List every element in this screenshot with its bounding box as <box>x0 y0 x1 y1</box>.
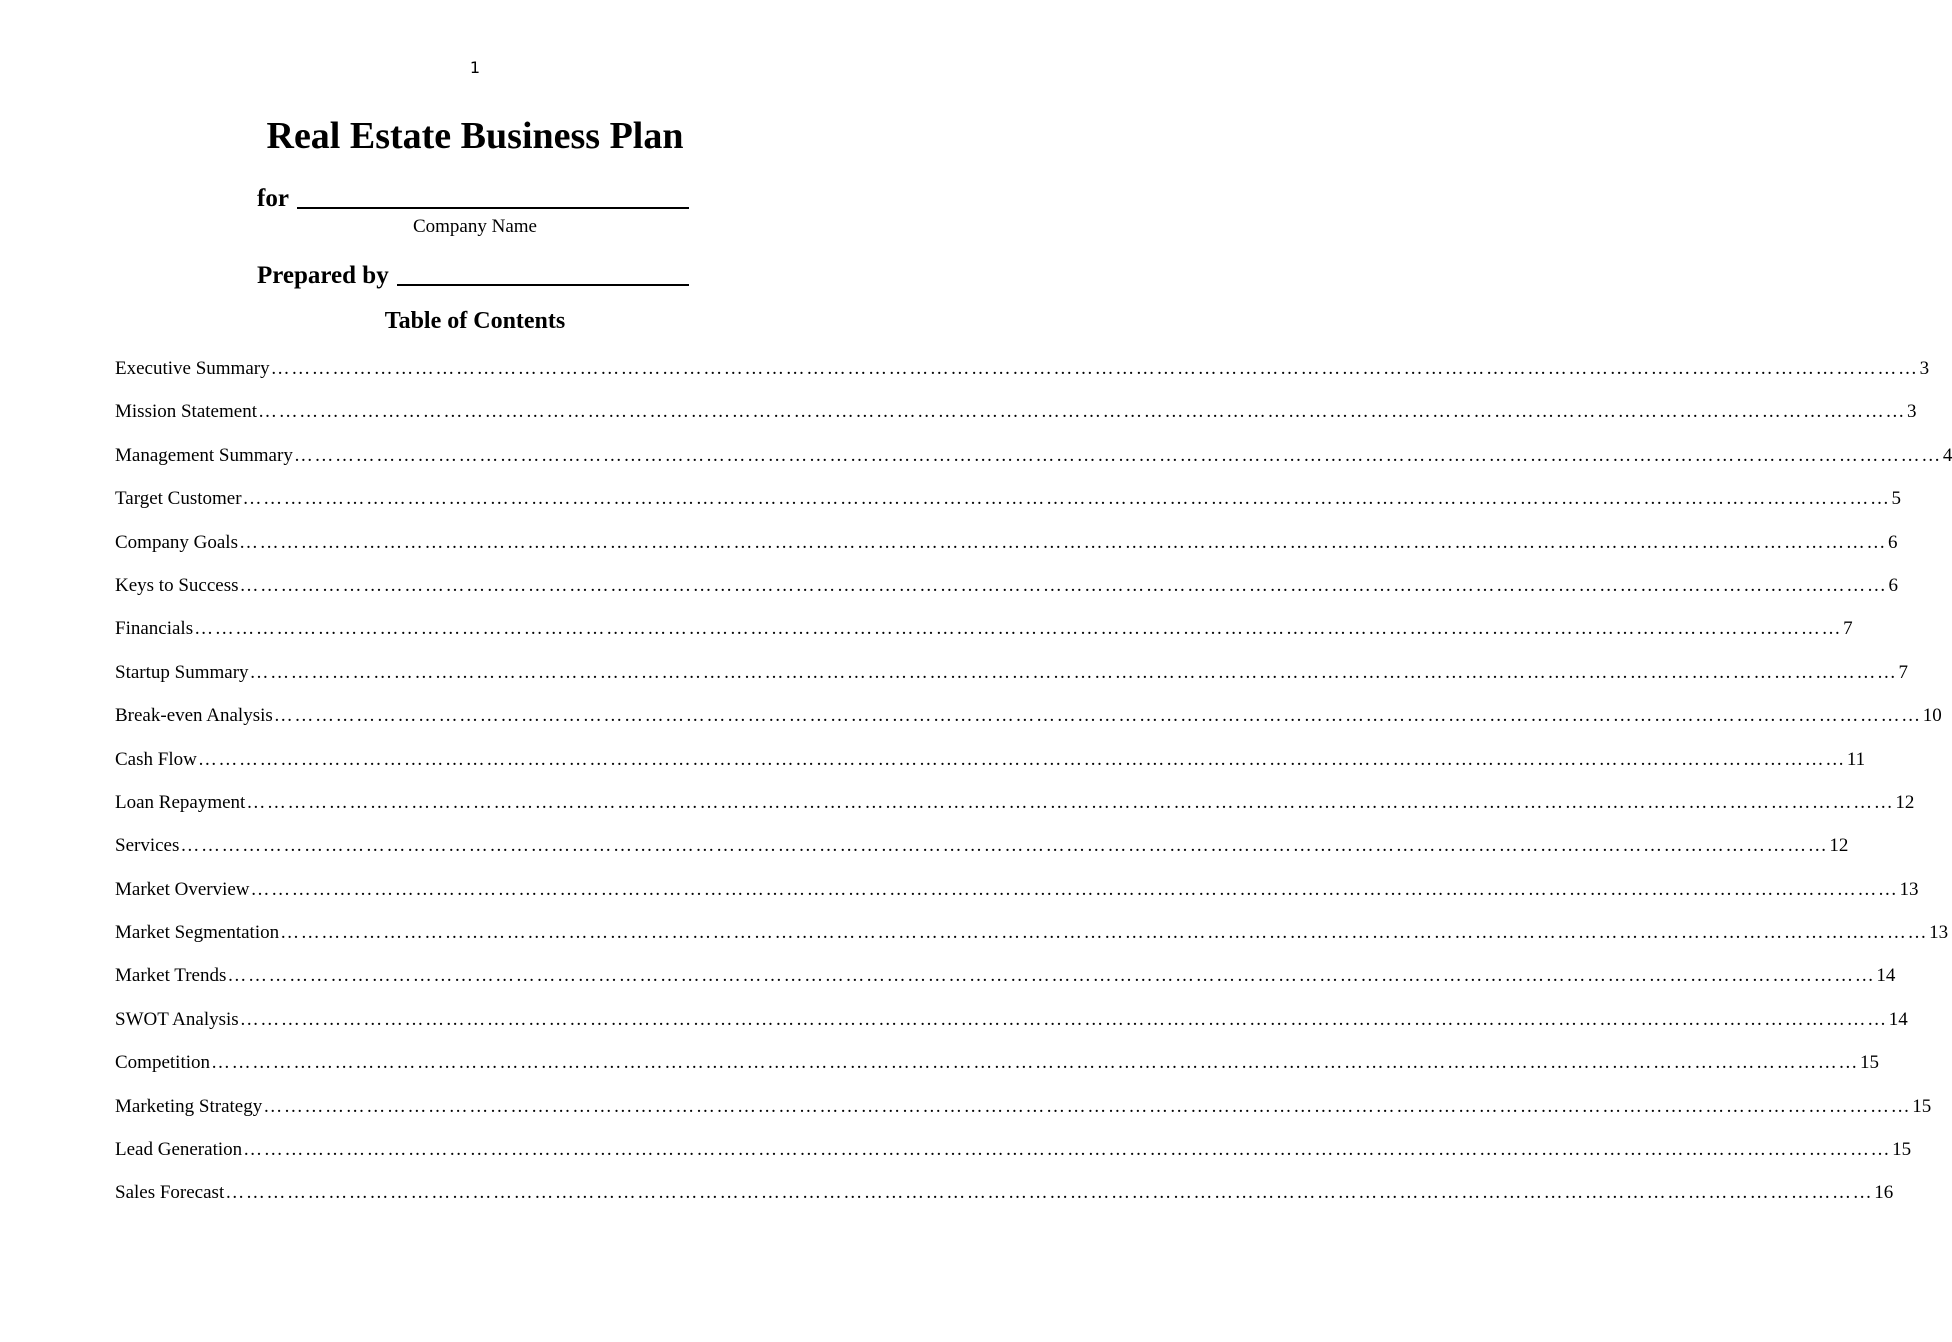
toc-entry-page: 3 <box>1906 401 1917 423</box>
toc-leader-dots: …………………………………………………………………………………………………………………………………………………………………………………………………………………… <box>238 531 1887 553</box>
toc-entry-title: Loan Repayment <box>115 791 246 813</box>
toc-entry[interactable] <box>115 1179 1894 1222</box>
toc-entry-page: 7 <box>1843 618 1853 640</box>
toc-leader-dots: …………………………………………………………………………………………………………………………………………………………………………………………………………………… <box>242 488 1891 510</box>
toc-entry-title: Management Summary <box>115 444 293 466</box>
table-of-contents <box>115 355 1952 1223</box>
toc-entry-title: Sales Forecast <box>115 1182 225 1204</box>
toc-entry[interactable] <box>115 1006 1908 1049</box>
toc-leader-dots: …………………………………………………………………………………………………………………………………………………………………………………………………………………… <box>227 965 1876 987</box>
toc-leader-dots: …………………………………………………………………………………………………………………………………………………………………………………………………………………… <box>280 922 1929 944</box>
toc-entry-page: 6 <box>1888 574 1898 596</box>
toc-entry[interactable] <box>115 1093 1932 1136</box>
toc-entry[interactable] <box>115 962 1896 1005</box>
toc-leader-dots: …………………………………………………………………………………………………………………………………………………………………………………………………………………… <box>263 1095 1912 1117</box>
toc-entry-page: 5 <box>1891 488 1902 510</box>
toc-entry[interactable] <box>115 876 1919 919</box>
toc-entry-title: Marketing Strategy <box>115 1095 263 1117</box>
toc-entry-page: 16 <box>1874 1182 1894 1204</box>
toc-entry[interactable] <box>115 832 1849 875</box>
toc-entry-title: Break-even Analysis <box>115 705 273 727</box>
toc-leader-dots: …………………………………………………………………………………………………………………………………………………………………………………………………………………… <box>197 748 1846 770</box>
prepared-by-label: Prepared by <box>257 262 389 289</box>
toc-leader-dots: …………………………………………………………………………………………………………………………………………………………………………………………………………………… <box>257 401 1906 423</box>
toc-entry[interactable] <box>115 442 1952 485</box>
document-title: Real Estate Business Plan <box>266 115 684 157</box>
toc-leader-dots: …………………………………………………………………………………………………………………………………………………………………………………………………………………… <box>194 618 1843 640</box>
toc-entry-title: Company Goals <box>115 531 238 553</box>
toc-entry-page: 7 <box>1898 661 1909 683</box>
toc-entry-page: 12 <box>1895 791 1915 813</box>
toc-entry-title: Market Segmentation <box>115 922 280 944</box>
toc-leader-dots: …………………………………………………………………………………………………………………………………………………………………………………………………………………… <box>273 705 1922 727</box>
toc-leader-dots: …………………………………………………………………………………………………………………………………………………………………………………………………………………… <box>270 358 1919 379</box>
toc-entry-page: 15 <box>1912 1095 1932 1117</box>
toc-entry-title: Market Trends <box>115 965 227 987</box>
toc-leader-dots: …………………………………………………………………………………………………………………………………………………………………………………………………………………… <box>243 1139 1892 1161</box>
toc-entry[interactable] <box>115 529 1898 572</box>
toc-entry[interactable] <box>115 746 1866 789</box>
toc-leader-dots: …………………………………………………………………………………………………………………………………………………………………………………………………………………… <box>180 835 1829 857</box>
toc-entry-title: Financials <box>115 618 194 640</box>
toc-leader-dots: …………………………………………………………………………………………………………………………………………………………………………………………………………………… <box>246 791 1895 813</box>
toc-entry[interactable] <box>115 1136 1912 1179</box>
toc-entry-page: 14 <box>1888 1008 1908 1030</box>
toc-entry-page: 6 <box>1887 531 1898 553</box>
toc-entry-page: 4 <box>1942 444 1952 466</box>
toc-entry-page: 11 <box>1846 748 1866 770</box>
toc-entry-title: Cash Flow <box>115 748 197 770</box>
company-name-line <box>257 180 697 213</box>
toc-entry-page: 13 <box>1899 878 1919 900</box>
toc-leader-dots: …………………………………………………………………………………………………………………………………………………………………………………………………………………… <box>239 574 1888 596</box>
toc-entry-page: 10 <box>1922 705 1942 727</box>
toc-entry[interactable] <box>115 355 1930 398</box>
toc-entry-page: 3 <box>1919 358 1930 379</box>
toc-entry-page: 12 <box>1829 835 1849 857</box>
toc-entry[interactable] <box>115 485 1902 528</box>
toc-leader-dots: …………………………………………………………………………………………………………………………………………………………………………………………………………………… <box>249 661 1898 683</box>
company-name-caption: Company Name <box>412 216 537 237</box>
toc-entry[interactable] <box>115 789 1915 832</box>
toc-leader-dots: …………………………………………………………………………………………………………………………………………………………………………………………………………………… <box>250 878 1899 900</box>
prepared-by-line <box>257 257 697 290</box>
toc-entry-page: 13 <box>1929 922 1949 944</box>
toc-entry-title: Services <box>115 835 180 857</box>
toc-entry[interactable] <box>115 702 1942 745</box>
prepared-by-blank[interactable] <box>397 260 689 286</box>
toc-entry[interactable] <box>115 1049 1879 1092</box>
toc-leader-dots: …………………………………………………………………………………………………………………………………………………………………………………………………………………… <box>293 444 1942 466</box>
toc-entry-page: 15 <box>1892 1139 1912 1161</box>
company-name-blank[interactable] <box>297 183 689 209</box>
toc-entry-title: Target Customer <box>115 488 242 510</box>
toc-entry-title: Startup Summary <box>115 661 249 683</box>
toc-entry[interactable] <box>115 659 1909 702</box>
toc-entry-title: Mission Statement <box>115 401 257 423</box>
toc-entry-title: Keys to Success <box>115 574 239 596</box>
toc-heading: Table of Contents <box>384 308 566 334</box>
page-number: 1 <box>469 58 481 77</box>
toc-entry-page: 15 <box>1860 1052 1879 1074</box>
toc-leader-dots: …………………………………………………………………………………………………………………………………………………………………………………………………………………… <box>239 1008 1888 1030</box>
toc-entry-title: Lead Generation <box>115 1139 243 1161</box>
toc-entry[interactable] <box>115 572 1898 615</box>
toc-entry[interactable] <box>115 615 1853 658</box>
toc-entry-title: SWOT Analysis <box>115 1008 239 1030</box>
toc-entry-page: 14 <box>1876 965 1896 987</box>
toc-entry[interactable] <box>115 398 1917 441</box>
toc-entry-title: Competition <box>115 1052 210 1074</box>
toc-entry-title: Executive Summary <box>115 358 270 379</box>
for-label: for <box>257 185 289 212</box>
toc-entry-title: Market Overview <box>115 878 250 900</box>
toc-leader-dots: …………………………………………………………………………………………………………………………………………………………………………………………………………………… <box>225 1182 1874 1204</box>
toc-leader-dots: …………………………………………………………………………………………………………………………………………………………………………………………………………………… <box>211 1052 1859 1074</box>
toc-entry[interactable] <box>115 919 1949 962</box>
